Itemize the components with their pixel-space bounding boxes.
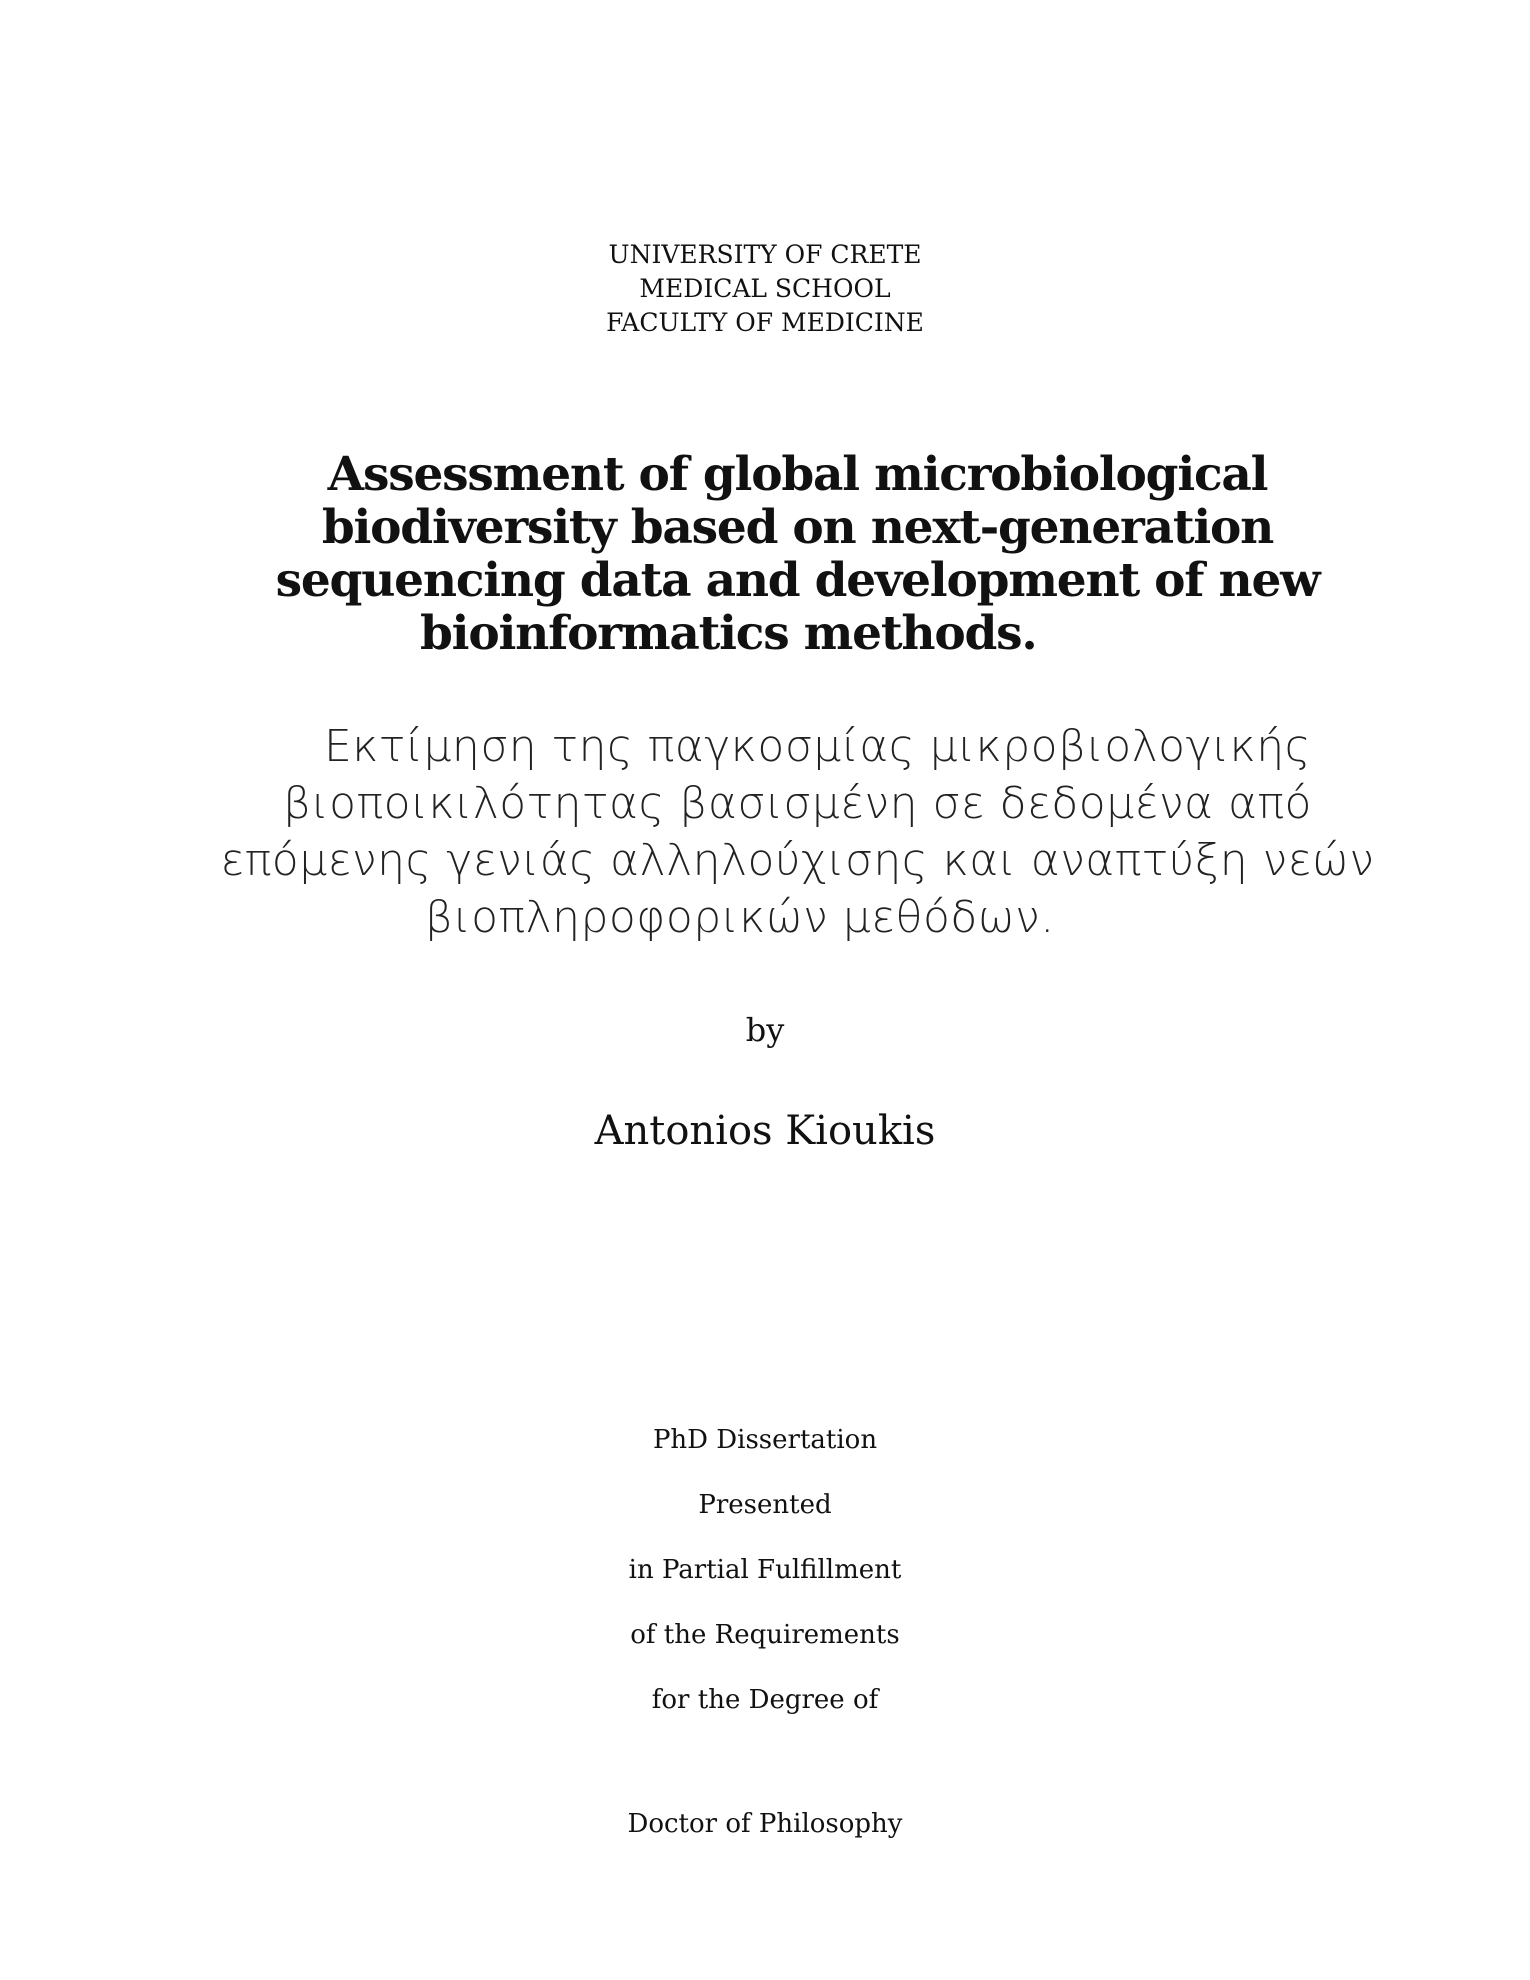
english-title-line: Assessment of global microbiological	[327, 447, 1268, 502]
greek-title	[220, 718, 1375, 946]
faculty-name: FACULTY OF MEDICINE	[606, 308, 924, 337]
english-title	[250, 448, 1345, 660]
english-title-line: biodiversity based on next-generation	[321, 500, 1274, 555]
greek-title-line: βιοποικιλότητας βασισμένη σε δεδομένα από	[283, 778, 1312, 829]
degree-statement-line: Presented	[698, 1490, 832, 1520]
greek-title-line: επόμενης γενιάς αλληλούχισης και αναπτύξη νεών	[220, 835, 1375, 886]
author-name: Antonios Kioukis	[594, 1108, 936, 1154]
by-label: by	[745, 1011, 785, 1049]
degree-statement-line: for the Degree of	[651, 1685, 879, 1715]
english-title-line: sequencing data and development of new	[275, 553, 1320, 608]
university-name: UNIVERSITY OF CRETE	[608, 240, 922, 269]
greek-title-line: βιοπληροφορικών μεθόδων.	[425, 892, 1055, 943]
degree-statement-line: in Partial Fulfillment	[628, 1555, 902, 1585]
institution-header	[0, 238, 1530, 340]
degree-statement	[0, 1420, 1530, 1745]
degree-statement-line: of the Requirements	[630, 1620, 900, 1650]
degree-statement-line: PhD Dissertation	[652, 1425, 878, 1455]
english-title-line: bioinformatics methods.	[420, 606, 1037, 661]
greek-title-line: Εκτίμηση της παγκοσμίας μικροβιολογικής	[323, 721, 1311, 772]
degree-name: Doctor of Philosophy	[627, 1809, 903, 1839]
school-name: MEDICAL SCHOOL	[639, 274, 891, 303]
